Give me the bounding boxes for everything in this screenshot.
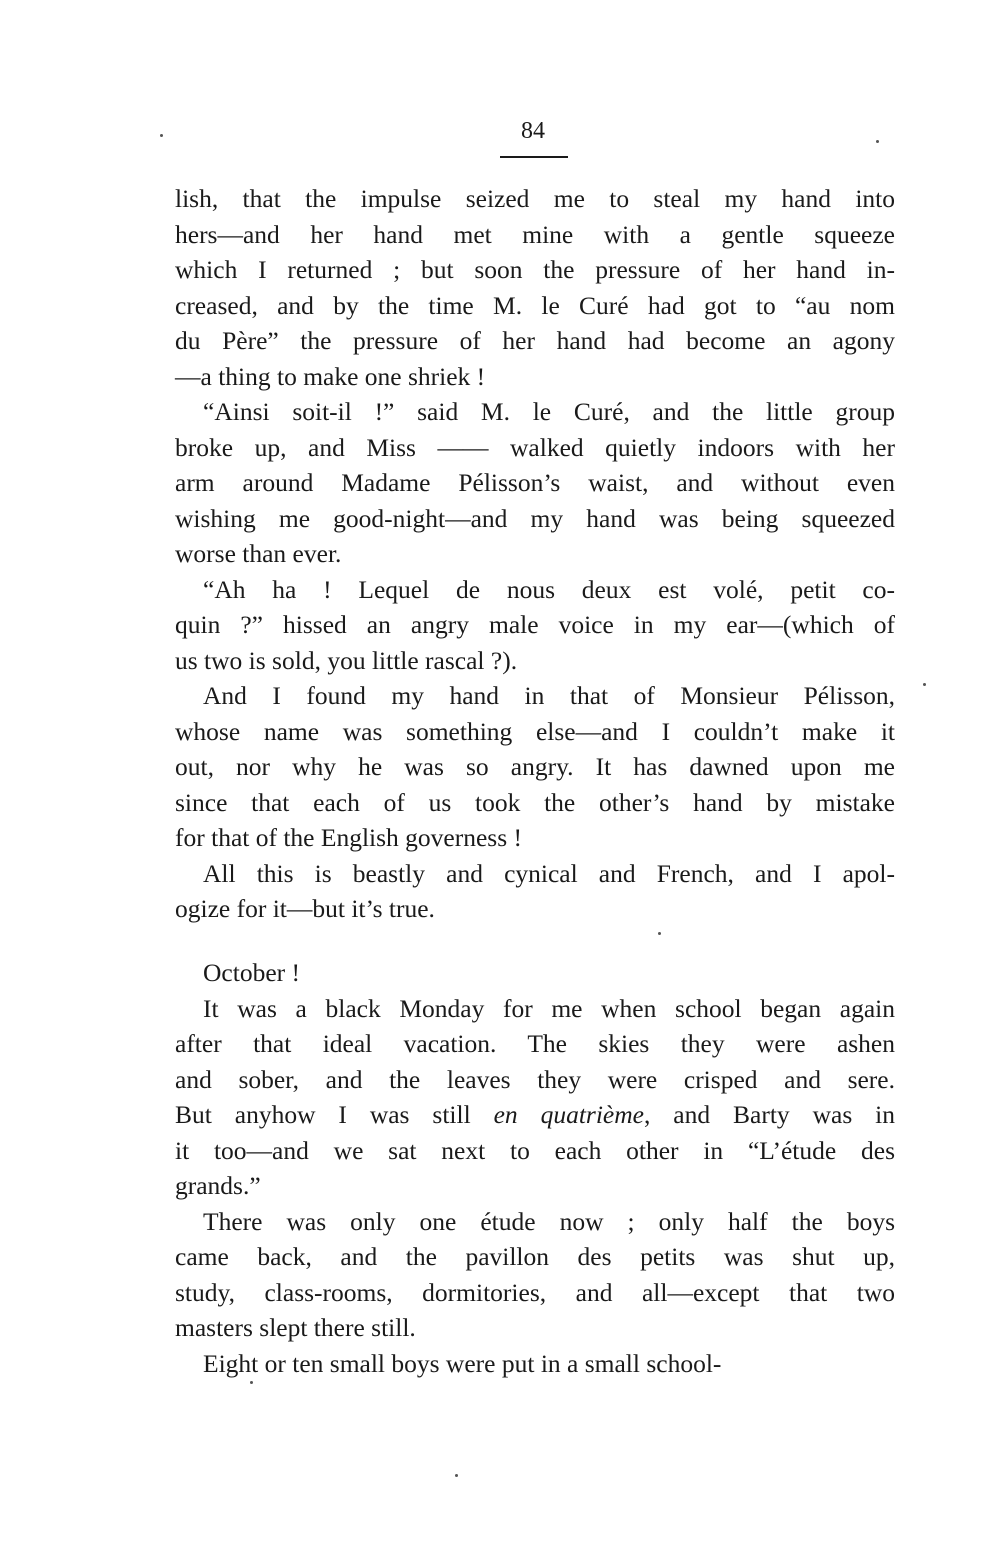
text-line: du Père” the pressure of her hand had become an agony <box>175 326 895 355</box>
text-line: wishing me good-night—and my hand was being squeezed <box>175 503 895 533</box>
text-line: masters slept there still. <box>175 1313 416 1342</box>
italic-phrase: en quatrième <box>493 1100 644 1129</box>
print-speck <box>160 134 163 137</box>
text-line: which I returned ; but soon the pressure of her hand in- <box>175 255 895 284</box>
text-line: broke up, and Miss —— walked quietly indoors with her <box>175 432 895 462</box>
print-speck <box>250 1381 253 1384</box>
text-line: quin ?” hissed an angry male voice in my ear—(which of <box>175 610 895 639</box>
text-line: All this is beastly and cynical and French, and I apol- <box>203 858 895 888</box>
text-line: “Ah ha ! Lequel de nous deux est volé, petit co- <box>203 574 895 604</box>
paragraph <box>175 955 895 991</box>
paragraph <box>175 1204 895 1346</box>
text-line: out, nor why he was so angry. It has dawned upon me <box>175 752 895 781</box>
paragraph <box>175 394 895 572</box>
text-line: us two is sold, you little rascal ?). <box>175 645 518 675</box>
text-line: came back, and the pavillon des petits was shut up, <box>175 1242 895 1271</box>
text-block-top <box>175 181 895 927</box>
paragraph <box>175 991 895 1204</box>
paragraph <box>175 572 895 679</box>
print-speck <box>876 140 879 143</box>
text-line: it too—and we sat next to each other in “L’étude des <box>175 1135 895 1165</box>
text-line: Eight or ten small boys were put in a small school- <box>203 1348 722 1378</box>
print-speck <box>455 1474 458 1477</box>
paragraph <box>175 678 895 856</box>
text-line: “Ainsi soit-il !” said M. le Curé, and the little group <box>203 397 895 426</box>
paragraph <box>175 181 895 394</box>
text-line: whose name was something else—and I couldn’t make it <box>175 716 895 746</box>
text-line: arm around Madame Pélisson’s waist, and without even <box>175 468 895 497</box>
text-line: lish, that the impulse seized me to steal my hand into <box>175 184 895 213</box>
page-number: 84 <box>521 118 545 144</box>
text-line: But anyhow I was still en quatrième, and Barty was in <box>175 1100 895 1129</box>
text-line: October ! <box>203 958 300 987</box>
text-line: worse than ever. <box>175 539 342 568</box>
text-line: creased, and by the time M. le Curé had got to “au nom <box>175 290 895 320</box>
paragraph <box>175 856 895 927</box>
text-line: grands.” <box>175 1171 261 1200</box>
print-speck <box>923 683 926 686</box>
page-number-rule <box>500 156 568 158</box>
text-block-bottom <box>175 955 895 1381</box>
text-line: It was a black Monday for me when school began again <box>203 993 895 1023</box>
text-line: ogize for it—but it’s true. <box>175 894 435 923</box>
text-line: and sober, and the leaves they were crisped and sere. <box>175 1064 895 1094</box>
text-line: And I found my hand in that of Monsieur Pélisson, <box>203 681 895 710</box>
text-line: after that ideal vacation. The skies they were ashen <box>175 1029 895 1058</box>
text-line: for that of the English governess ! <box>175 823 523 852</box>
text-line: study, class-rooms, dormitories, and all—except that two <box>175 1277 895 1307</box>
text-line: since that each of us took the other’s hand by mistake <box>175 787 895 817</box>
paragraph <box>175 1346 895 1382</box>
text-line: —a thing to make one shriek ! <box>175 361 486 391</box>
text-line: hers—and her hand met mine with a gentle squeeze <box>175 219 895 249</box>
print-speck <box>658 932 661 935</box>
text-line: There was only one étude now ; only half the boys <box>203 1206 895 1236</box>
